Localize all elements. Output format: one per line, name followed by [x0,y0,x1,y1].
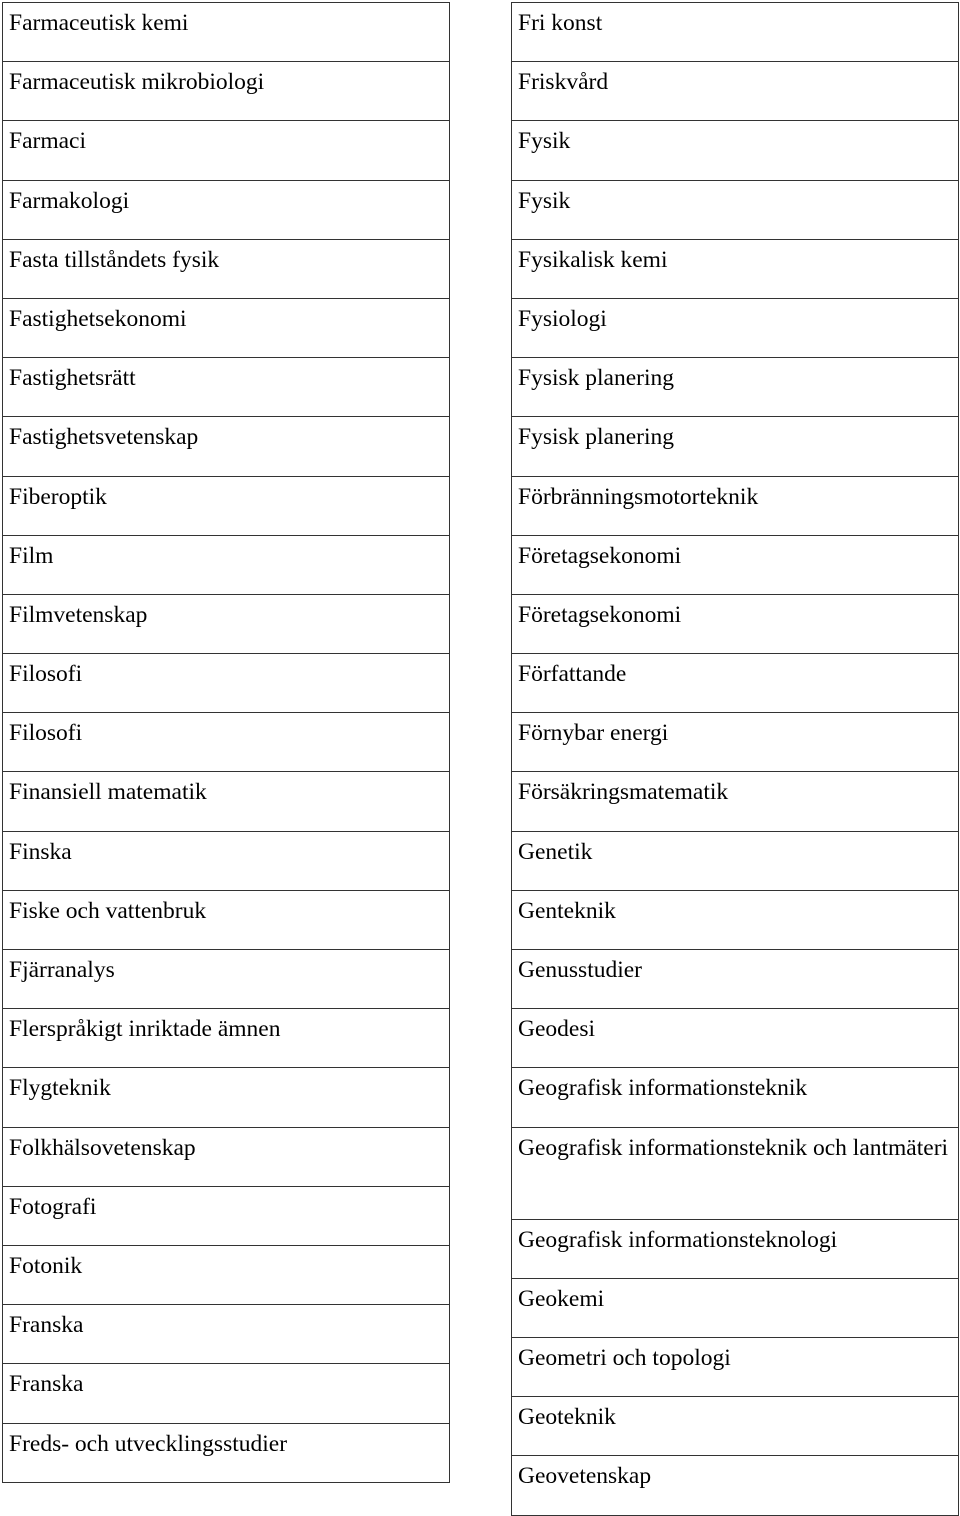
table-cell: Folkhälsovetenskap [3,1128,449,1187]
table-cell: Genetik [512,832,958,891]
table-cell: Fysisk planering [512,417,958,476]
table-cell: Fiske och vattenbruk [3,891,449,950]
table-cell: Geografisk informationsteknik och lantmäteri [512,1128,958,1220]
table-cell: Franska [3,1364,449,1423]
table-cell: Finansiell matematik [3,772,449,831]
table-cell: Filosofi [3,654,449,713]
table-cell: Finska [3,832,449,891]
table-cell: Fastighetsrätt [3,358,449,417]
table-cell: Förnybar energi [512,713,958,772]
table-cell: Fastighetsvetenskap [3,417,449,476]
table-cell: Fysikalisk kemi [512,240,958,299]
table-cell: Geografisk informationsteknologi [512,1220,958,1279]
table-cell: Fysisk planering [512,358,958,417]
table-cell: Geografisk informationsteknik [512,1068,958,1127]
table-cell: Fasta tillståndets fysik [3,240,449,299]
right-subject-column [511,2,959,1516]
table-cell: Geovetenskap [512,1456,958,1515]
table-cell: Geoteknik [512,1397,958,1456]
table-cell: Fysik [512,181,958,240]
table-cell: Farmaceutisk kemi [3,3,449,62]
table-cell: Förbränningsmotorteknik [512,477,958,536]
table-cell: Flerspråkigt inriktade ämnen [3,1009,449,1068]
table-cell: Geodesi [512,1009,958,1068]
table-cell: Företagsekonomi [512,536,958,595]
table-cell: Fotonik [3,1246,449,1305]
table-cell: Freds- och utvecklingsstudier [3,1424,449,1483]
table-cell: Franska [3,1305,449,1364]
table-cell: Filosofi [3,713,449,772]
table-cell: Fiberoptik [3,477,449,536]
table-cell: Fri konst [512,3,958,62]
table-cell: Film [3,536,449,595]
table-cell: Geometri och topologi [512,1338,958,1397]
table-cell: Fjärranalys [3,950,449,1009]
table-cell: Genusstudier [512,950,958,1009]
table-cell: Filmvetenskap [3,595,449,654]
table-cell: Farmakologi [3,181,449,240]
table-cell: Försäkringsmatematik [512,772,958,831]
table-cell: Genteknik [512,891,958,950]
table-cell: Fotografi [3,1187,449,1246]
table-cell: Friskvård [512,62,958,121]
table-cell: Fastighetsekonomi [3,299,449,358]
table-cell: Fysiologi [512,299,958,358]
table-cell: Geokemi [512,1279,958,1338]
table-cell: Företagsekonomi [512,595,958,654]
table-cell: Farmaceutisk mikrobiologi [3,62,449,121]
table-cell: Flygteknik [3,1068,449,1127]
table-cell: Farmaci [3,121,449,180]
table-cell: Författande [512,654,958,713]
table-cell: Fysik [512,121,958,180]
left-subject-column [2,2,450,1483]
